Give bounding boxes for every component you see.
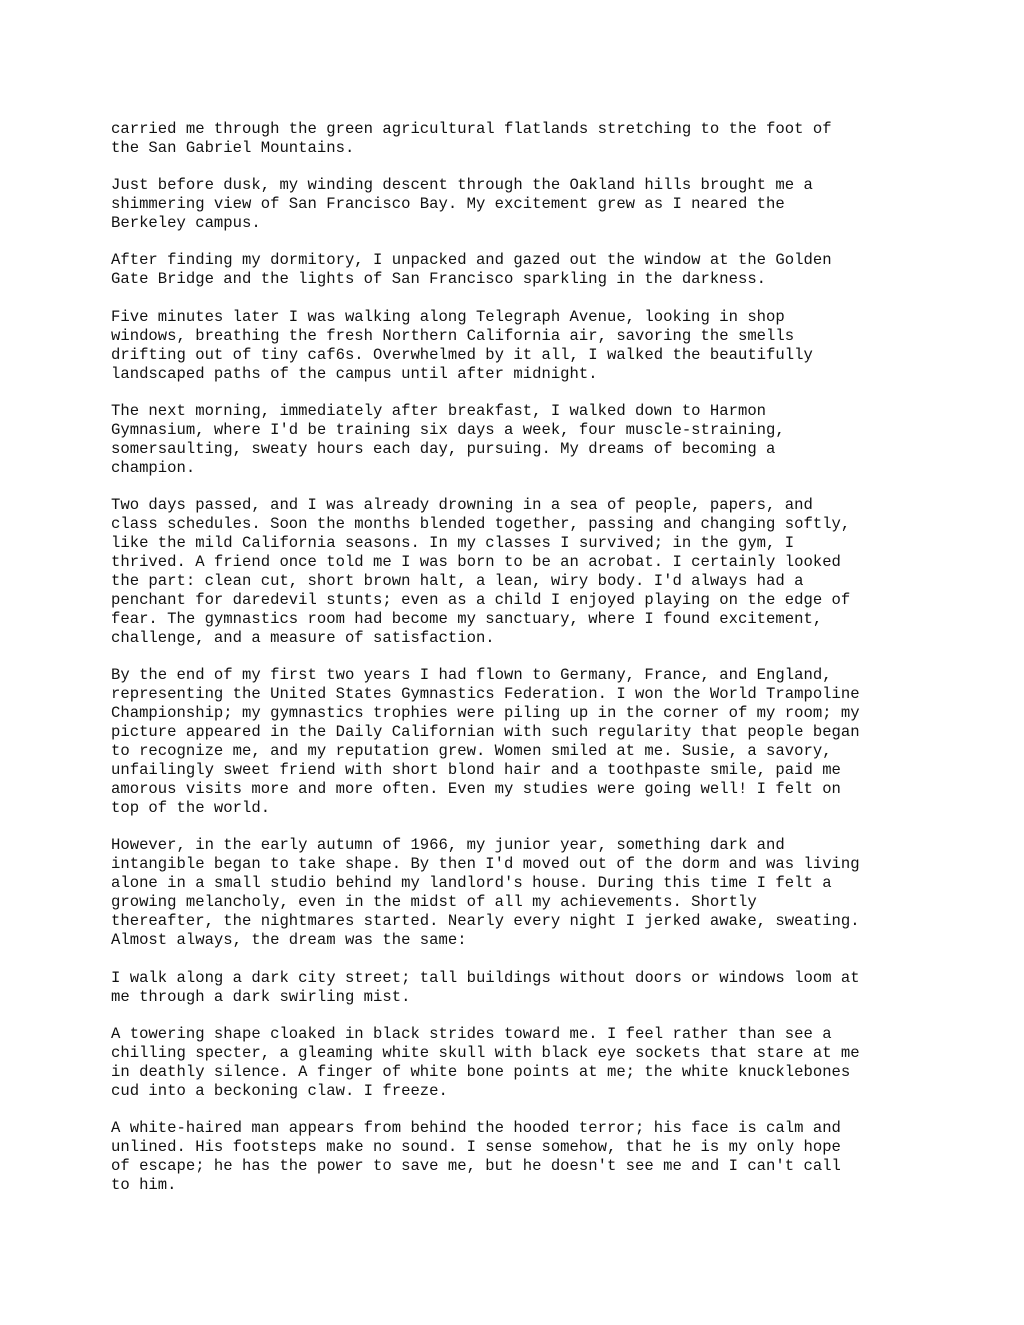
paragraph-2: Just before dusk, my winding descent through the Oakland hills brought me a shimmering view of San Francisco Bay. My excitement grew as I neared the Berkeley campus. (111, 176, 813, 233)
paragraph-10: A towering shape cloaked in black strides toward me. I feel rather than see a chilling specter, a gleaming white skull with black eye sockets that stare at me in deathly silence. A finger of white bone points at me; the white knucklebones cud into a beckoning claw. I freeze. (111, 1024, 860, 1100)
paragraph-11: A white-haired man appears from behind the hooded terror; his face is calm and unlined. His footsteps make no sound. I sense somehow, that he is my only hope of escape; he has the power to save me, but he doesn't see me and I can't call to him. (111, 1118, 841, 1194)
paragraph-8: However, in the early autumn of 1966, my junior year, something dark and intangible began to take shape. By then I'd moved out of the dorm and was living alone in a small studio behind my landlord's house. During this time I felt a growing melancholy, even in the midst of all my achievements. Shortly thereafter, the nightmares started. Nearly every night I jerked awake, sweating. Almost always, the dream was the same: (111, 836, 860, 950)
paragraph-4: Five minutes later I was walking along Telegraph Avenue, looking in shop windows, breathing the fresh Northern California air, savoring the smells drifting out of tiny caf6s. Overwhelmed by it all, I walked the beautifully landscaped paths of the campus until after midnight. (111, 307, 813, 383)
paragraph-5: The next morning, immediately after breakfast, I walked down to Harmon Gymnasium, where I'd be training six days a week, four muscle-straining, somersaulting, sweaty hours each day, pursuing. My dreams of becoming a champion. (111, 401, 785, 477)
paragraph-7: By the end of my first two years I had flown to Germany, France, and England, representing the United States Gymnastics Federation. I won the World Trampoline Championship; my gymnastics trophies were piling up in the corner of my room; my picture appeared in the Daily Californian with such regularity that people began to recognize me, and my reputation grew. Women smiled at me. Susie, a savory, unfailingly sweet friend with short blond hair and a toothpaste smile, paid me amorous visits more and more often. Even my studies were going well! I felt on top of the world. (111, 666, 860, 818)
document-page (111, 120, 991, 1213)
paragraph-9: I walk along a dark city street; tall buildings without doors or windows loom at me through a dark swirling mist. (111, 968, 860, 1006)
paragraph-6: Two days passed, and I was already drowning in a sea of people, papers, and class schedules. Soon the months blended together, passing and changing softly, like the mild California seasons. In my classes I survived; in the gym, I thrived. A friend once told me I was born to be an acrobat. I certainly looked the part: clean cut, short brown halt, a lean, wiry body. I'd always had a penchant for daredevil stunts; even as a child I enjoyed playing on the edge of fear. The gymnastics room had become my sanctuary, where I found excitement, challenge, and a measure of satisfaction. (111, 495, 851, 647)
paragraph-1: carried me through the green agricultural flatlands stretching to the foot of the San Gabriel Mountains. (111, 120, 832, 157)
paragraph-3: After finding my dormitory, I unpacked and gazed out the window at the Golden Gate Bridge and the lights of San Francisco sparkling in the darkness. (111, 251, 832, 289)
